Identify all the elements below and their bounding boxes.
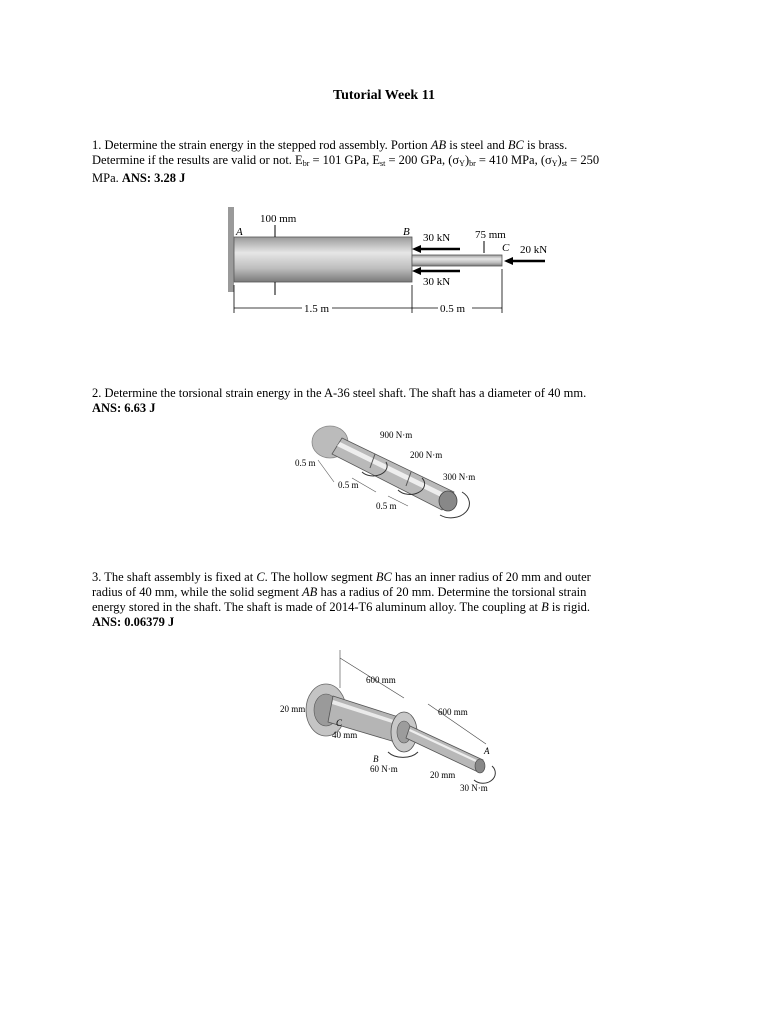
q1-text-part: is brass.: [523, 138, 568, 152]
q1-sub: Y: [459, 159, 465, 168]
q1-text-part: = 250: [567, 153, 600, 167]
dim-20mm-1: 20 mm: [280, 704, 306, 714]
load-30kn-bot: 30 kN: [423, 276, 451, 288]
q1-text-part: ): [557, 153, 562, 167]
q1-ab: AB: [430, 138, 447, 152]
arrow-head: [412, 245, 421, 253]
q3-c: C: [256, 570, 265, 584]
q3-text-part: . The hollow segment: [264, 570, 376, 584]
point-a-label: A: [484, 746, 490, 756]
dim-line: [318, 460, 334, 482]
point-b-label: B: [403, 226, 410, 238]
rod-ab: [234, 237, 412, 282]
q1-text-part: MPa.: [92, 171, 122, 185]
torque-60-label: 60 N·m: [370, 764, 398, 774]
q1-text-part: ): [464, 153, 470, 167]
q1-text-part: = 410 MPa, (σ: [475, 153, 552, 167]
q1-bc: BC: [507, 138, 524, 152]
q3-text-part: energy stored in the shaft. The shaft is made of 2014-T6 aluminum alloy. The coupling at: [92, 600, 542, 614]
rod-bc: [412, 255, 502, 266]
fixed-wall: [228, 207, 234, 292]
question-2-text: [92, 386, 672, 416]
q2-text: 2. Determine the torsional strain energy in the A-36 steel shaft. The shaft has a diameter of 40 mm.: [92, 386, 587, 400]
dim-20mm-2: 20 mm: [430, 770, 456, 780]
shaft-end: [439, 491, 457, 511]
torque-60: [388, 752, 418, 757]
dim-0-5m: 0.5 m: [440, 303, 466, 315]
dim-1-5m: 1.5 m: [304, 303, 330, 315]
dim-100mm: 100 mm: [260, 213, 297, 225]
q1-text-part: = 101 GPa, E: [309, 153, 380, 167]
arrow-head: [412, 267, 421, 275]
q3-bc: BC: [375, 570, 392, 584]
q1-sub: Y: [551, 159, 558, 168]
shaft-assembly-figure: [278, 648, 508, 798]
question-3-text: [92, 570, 672, 630]
question-1-text: [92, 138, 672, 186]
q2-answer: ANS: 6.63 J: [92, 401, 156, 415]
torque-200-label: 200 N·m: [410, 450, 443, 460]
torque-300-label: 300 N·m: [443, 472, 476, 482]
q1-sub: br: [469, 159, 476, 168]
solid-highlight: [409, 729, 481, 764]
torque-30-label: 30 N·m: [460, 783, 488, 793]
point-c-label: C: [336, 718, 343, 728]
dim-75mm: 75 mm: [475, 229, 506, 241]
load-30kn-top: 30 kN: [423, 232, 451, 244]
load-20kn: 20 kN: [520, 244, 548, 256]
q1-sub: st: [561, 159, 568, 168]
dim-600mm-2: 600 mm: [438, 707, 468, 717]
shaft-end-a: [475, 759, 485, 773]
q1-text-part: Determine if the results are valid or not. E: [92, 153, 303, 167]
stepped-rod-figure: [220, 205, 560, 320]
arrow-head: [504, 257, 513, 265]
q1-sub: st: [379, 159, 386, 168]
q3-text-part: has an inner radius of 20 mm and outer: [391, 570, 591, 584]
dist-label-3: 0.5 m: [376, 501, 397, 511]
page-title: Tutorial Week 11: [333, 88, 435, 103]
q3-text-part: has a radius of 20 mm. Determine the torsional strain: [317, 585, 587, 599]
q1-answer: ANS: 3.28 J: [121, 171, 186, 185]
q3-answer: ANS: 0.06379 J: [92, 615, 175, 629]
point-c-label: C: [502, 242, 510, 254]
dim-40mm: 40 mm: [332, 730, 358, 740]
q1-text-part: is steel and: [446, 138, 508, 152]
dist-label-2: 0.5 m: [338, 480, 359, 490]
torque-900-label: 900 N·m: [380, 430, 413, 440]
q1-text-part: = 200 GPa, (σ: [385, 153, 460, 167]
q3-text-part: radius of 40 mm, while the solid segment: [92, 585, 303, 599]
q3-ab: AB: [302, 585, 318, 599]
q1-sub: br: [302, 159, 310, 168]
point-b-label: B: [373, 754, 379, 764]
dim-600mm-1: 600 mm: [366, 675, 396, 685]
point-a-label: A: [236, 226, 243, 238]
q3-text-part: is rigid.: [548, 600, 591, 614]
steel-shaft-figure: [290, 420, 500, 525]
q1-text-part: 1. Determine the strain energy in the stepped rod assembly. Portion: [92, 138, 431, 152]
dist-label-1: 0.5 m: [295, 458, 316, 468]
q3-text-part: 3. The shaft assembly is fixed at: [92, 570, 257, 584]
q3-b: B: [541, 600, 549, 614]
